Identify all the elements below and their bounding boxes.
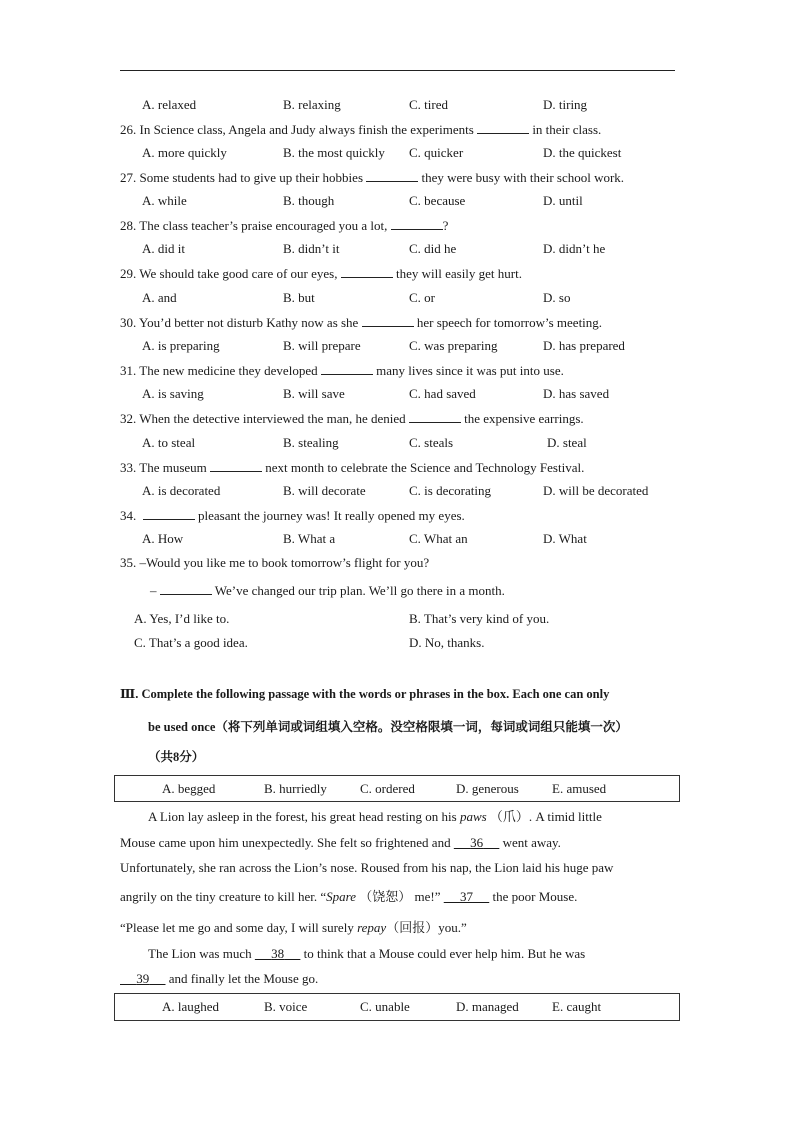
question-text: We should take good care of our eyes,	[139, 266, 338, 281]
option-d: D. tiring	[543, 97, 588, 112]
option-b: B. didn’t it	[283, 241, 340, 256]
passage-line	[120, 971, 318, 987]
question-text: You’d better not disturb Kathy now as she	[139, 315, 359, 330]
option-c: C. because	[409, 193, 466, 208]
question-text-after: her speech for tomorrow’s meeting.	[416, 315, 603, 330]
option-a: A. and	[142, 290, 177, 305]
question-text-after: the expensive earrings.	[464, 411, 584, 426]
option-b: B. but	[283, 290, 315, 305]
passage-text: （爪）. A timid little	[489, 809, 602, 824]
answer-blank	[477, 121, 529, 134]
question-text-after: they will easily get hurt.	[395, 266, 522, 281]
option-b: B. will save	[283, 386, 345, 401]
word-box-2	[114, 993, 680, 1021]
blank-36: 36	[470, 835, 484, 850]
option-a: A. to steal	[142, 435, 196, 450]
word-option-c: C. unable	[360, 999, 410, 1014]
passage-text: （回报）you.”	[386, 920, 467, 935]
option-b: B. will prepare	[283, 338, 361, 353]
passage-text: went away.	[502, 835, 561, 850]
option-b: B. though	[283, 193, 335, 208]
question-29	[120, 265, 522, 282]
word-option-b: B. voice	[264, 999, 308, 1014]
word-option-a: A. laughed	[162, 999, 220, 1014]
word-option-b: B. hurriedly	[264, 781, 327, 796]
question-text-after: they were busy with their school work.	[421, 170, 625, 185]
blank-37: 37	[459, 889, 473, 904]
option-d: D. What	[543, 531, 587, 546]
option-c: C. or	[409, 290, 435, 305]
passage-text: “Please let me go and some day, I will surely	[120, 920, 354, 935]
question-32	[120, 410, 584, 427]
passage-italic: repay	[357, 920, 387, 935]
question-number: 30.	[120, 315, 137, 330]
answer-blank	[143, 507, 195, 520]
blank-38: 38	[271, 946, 285, 961]
passage-line	[148, 946, 585, 962]
option-a: A. is preparing	[142, 338, 220, 353]
option-a: A. relaxed	[142, 97, 197, 112]
word-option-a: A. begged	[162, 781, 216, 796]
option-a: A. more quickly	[142, 145, 227, 160]
option-b: B. will decorate	[283, 483, 366, 498]
passage-text: the poor Mouse.	[492, 889, 578, 904]
option-c: C. That’s a good idea.	[134, 635, 248, 650]
passage-italic: Spare	[326, 889, 356, 904]
option-b: B. What a	[283, 531, 336, 546]
passage-text: to think that a Mouse could ever help him. But he was	[303, 946, 586, 961]
question-35-response	[150, 582, 505, 599]
passage-text: A Lion lay asleep in the forest, his great head resting on his	[148, 809, 457, 824]
answer-blank	[160, 582, 212, 595]
option-d: D. the quickest	[543, 145, 622, 160]
option-d: D. steal	[547, 435, 587, 450]
question-34	[120, 507, 465, 524]
question-number: 26.	[120, 122, 137, 137]
option-d: D. has prepared	[543, 338, 625, 353]
question-text: Some students had to give up their hobbies	[139, 170, 364, 185]
option-a: A. is saving	[142, 386, 204, 401]
question-text-after: in their class.	[532, 122, 602, 137]
option-c: C. quicker	[409, 145, 464, 160]
question-text: The new medicine they developed	[139, 363, 318, 378]
answer-blank	[409, 410, 461, 423]
option-b: B. relaxing	[283, 97, 341, 112]
passage-text: Mouse came upon him unexpectedly. She felt so frightened and	[120, 835, 451, 850]
question-number: 28.	[120, 218, 137, 233]
option-c: C. had saved	[409, 386, 476, 401]
option-a: A. Yes, I’d like to.	[134, 611, 230, 626]
option-b: B. the most quickly	[283, 145, 385, 160]
option-a: A. How	[142, 531, 184, 546]
section-heading: Ⅲ. Complete the following passage with the words or phrases in the box. Each one can only	[120, 687, 610, 701]
question-28	[120, 217, 448, 234]
option-c: C. is decorating	[409, 483, 491, 498]
passage-line	[148, 806, 602, 825]
answer-blank	[362, 314, 414, 327]
passage-line	[120, 860, 613, 876]
passage-text: angrily on the tiny creature to kill her. “	[120, 889, 327, 904]
question-text: The class teacher’s praise encouraged you a lot,	[139, 218, 388, 233]
passage-line	[120, 835, 561, 851]
question-33	[120, 459, 584, 476]
answer-blank	[366, 169, 418, 182]
option-c: C. was preparing	[409, 338, 498, 353]
word-option-c: C. ordered	[360, 781, 415, 796]
question-text: In Science class, Angela and Judy always finish the experiments	[139, 122, 474, 137]
option-d: D. didn’t he	[543, 241, 606, 256]
question-text: –Would you like me to book tomorrow’s flight for you?	[139, 555, 430, 570]
question-text: When the detective interviewed the man, he denied	[139, 411, 406, 426]
question-number: 32.	[120, 411, 137, 426]
option-d: D. has saved	[543, 386, 610, 401]
response-text: We’ve changed our trip plan. We’ll go there in a month.	[214, 583, 505, 598]
option-d: D. will be decorated	[543, 483, 649, 498]
blank-39: 39	[136, 971, 150, 986]
section-instruction: be used once（将下列单词或词组填入空格。没空格限填一词，每词或词组只能填一次）	[148, 720, 628, 734]
question-number: 35.	[120, 555, 137, 570]
option-c: C. tired	[409, 97, 448, 112]
word-option-e: E. caught	[552, 999, 602, 1014]
question-text-after: next month to celebrate the Science and Technology Festival.	[265, 460, 585, 475]
option-b: B. stealing	[283, 435, 339, 450]
option-b: B. That’s very kind of you.	[409, 611, 550, 626]
question-number: 27.	[120, 170, 137, 185]
question-text: The museum	[139, 460, 207, 475]
question-number: 31.	[120, 363, 137, 378]
option-c: C. What an	[409, 531, 468, 546]
option-c: C. did he	[409, 241, 457, 256]
passage-line	[120, 917, 467, 936]
option-d: D. so	[543, 290, 571, 305]
question-27	[120, 169, 624, 186]
response-dash: –	[150, 583, 157, 598]
question-text-after: pleasant the journey was! It really opened my eyes.	[198, 508, 465, 523]
passage-italic: paws	[459, 809, 487, 824]
answer-blank	[321, 362, 373, 375]
question-number: 29.	[120, 266, 137, 281]
passage-line	[120, 886, 577, 905]
option-d: D. No, thanks.	[409, 635, 485, 650]
header-rule	[120, 70, 675, 71]
answer-blank	[341, 265, 393, 278]
question-35	[120, 555, 429, 571]
answer-blank	[210, 459, 262, 472]
question-31	[120, 362, 564, 379]
option-c: C. steals	[409, 435, 454, 450]
option-a: A. while	[142, 193, 187, 208]
section-score: （共8分）	[148, 750, 205, 764]
word-option-e: E. amused	[552, 781, 607, 796]
question-26	[120, 121, 601, 138]
passage-text: Unfortunately, she ran across the Lion’s nose. Roused from his nap, the Lion laid his huge paw	[120, 860, 614, 875]
question-30	[120, 314, 602, 331]
question-number: 33.	[120, 460, 137, 475]
passage-text: and finally let the Mouse go.	[168, 971, 319, 986]
word-option-d: D. managed	[456, 999, 519, 1014]
option-d: D. until	[543, 193, 583, 208]
question-text-after: ?	[442, 218, 449, 233]
passage-text: （饶恕） me!”	[359, 889, 441, 904]
question-text-after: many lives since it was put into use.	[376, 363, 564, 378]
answer-blank	[391, 217, 443, 230]
question-number: 34.	[120, 508, 137, 523]
option-a: A. is decorated	[142, 483, 221, 498]
word-option-d: D. generous	[456, 781, 519, 796]
passage-text: The Lion was much	[148, 946, 252, 961]
word-box-1	[114, 775, 680, 802]
option-a: A. did it	[142, 241, 185, 256]
